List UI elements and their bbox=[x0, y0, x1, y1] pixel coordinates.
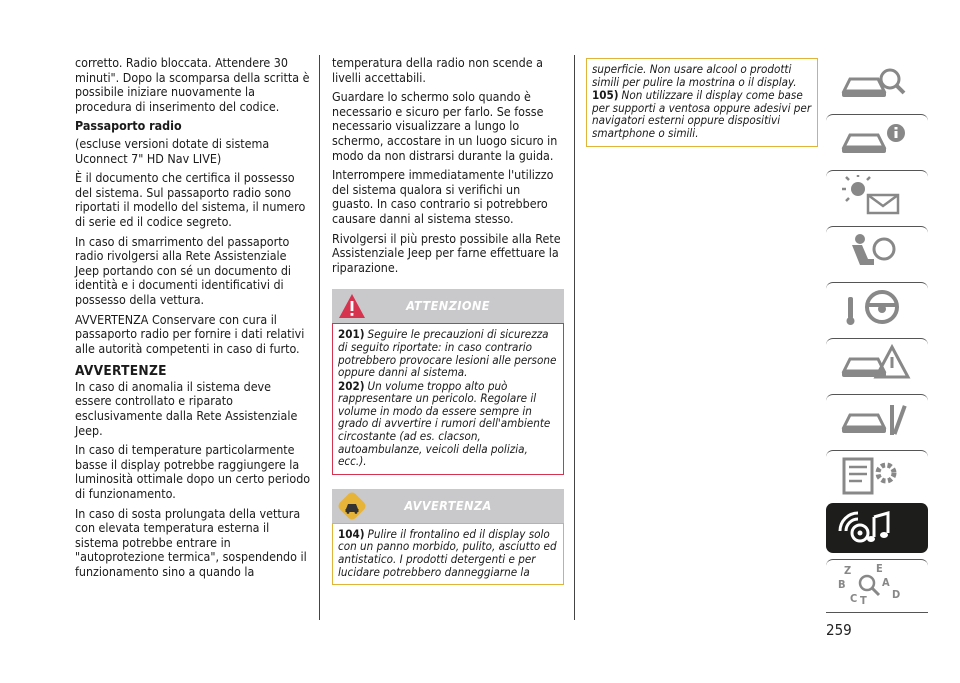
section-heading-passaporto: Passaporto radio bbox=[75, 118, 182, 134]
section-heading-avvertenze: AVVERTENZE bbox=[75, 363, 167, 380]
column-left bbox=[75, 56, 311, 585]
paragraph: Guardare lo schermo solo quando è necessario e sicuro per farlo. Se fosse necessario visualizzare a lungo lo schermo, accostare in un luogo sicuro in modo da non distrarsi durante la guida. bbox=[332, 89, 558, 163]
paragraph: temperatura della radio non scende a livelli accettabili. bbox=[332, 55, 543, 85]
car-tools-icon bbox=[838, 399, 916, 441]
note-number: 105) bbox=[592, 88, 619, 103]
note-item bbox=[592, 89, 812, 139]
column-divider bbox=[574, 55, 575, 620]
note-number: 201) bbox=[338, 327, 365, 342]
steering-wheel-icon bbox=[838, 287, 916, 329]
index-letter: E bbox=[876, 562, 883, 575]
index-letter: C bbox=[850, 592, 858, 605]
index-letter: T bbox=[860, 594, 867, 607]
index-letter: A bbox=[882, 576, 890, 589]
car-warning-icon bbox=[838, 343, 916, 385]
paragraph: (escluse versioni dotate di sistema Uconnect 7" HD Nav LIVE) bbox=[75, 135, 270, 166]
sidebar-item-document-gear[interactable] bbox=[826, 450, 928, 501]
sidebar-item-multimedia[interactable] bbox=[826, 503, 928, 553]
avvertenza-box-continued bbox=[586, 58, 818, 147]
index-letter: Z bbox=[844, 564, 852, 577]
paragraph: In caso di sosta prolungata della vettura con elevata temperatura esterna il sistema potrebbe entrare in "autoprotezione termica", sospendendo il funzionamento sino a quando la bbox=[75, 505, 307, 579]
sidebar-item-airbag-seat[interactable] bbox=[826, 226, 928, 277]
sidebar-item-steering-wheel[interactable] bbox=[826, 282, 928, 333]
attenzione-box bbox=[332, 323, 564, 475]
car-search-icon bbox=[838, 63, 916, 105]
sidebar-item-car-tools[interactable] bbox=[826, 394, 928, 445]
note-text: Non utilizzare il display come base per supporti a ventosa oppure adesivi per navigatori esterni oppure dispositivi smartphone o simili. bbox=[592, 88, 812, 140]
paragraph: In caso di temperature particolarmente basse il display potrebbe raggiungere la luminosità ottimale dopo un certo periodo di funzionamento. bbox=[75, 442, 311, 502]
sidebar-bottom-rule bbox=[826, 612, 928, 613]
paragraph: AVVERTENZA Conservare con cura il passaporto radio per fornire i dati relativi alle autorità competenti in caso di furto. bbox=[75, 311, 305, 356]
sidebar-item-car-warning[interactable] bbox=[826, 338, 928, 389]
sidebar-item-lights-mail[interactable] bbox=[826, 170, 928, 221]
attenzione-header bbox=[332, 289, 564, 323]
index-letters-icon bbox=[836, 562, 916, 608]
attenzione-title: ATTENZIONE bbox=[406, 298, 490, 314]
paragraph: È il documento che certifica il possesso del sistema. Sul passaporto radio sono riportati il modello del sistema, il numero di serie ed il codice segreto. bbox=[75, 170, 306, 229]
sidebar-item-car-info[interactable] bbox=[826, 114, 928, 165]
note-continued: superficie. Non usare alcool o prodotti simili per pulire la mostrina o il display. bbox=[592, 62, 797, 89]
paragraph: Interrompere immediatamente l'utilizzo del sistema qualora si verifichi un guasto. In caso contrario si potrebbero causare danni al sistema stesso. bbox=[332, 167, 554, 226]
document-gear-icon bbox=[838, 455, 916, 497]
note-item bbox=[338, 380, 558, 468]
multimedia-icon bbox=[838, 507, 916, 549]
note-text: Pulire il frontalino ed il display solo con un panno morbido, pulito, asciutto ed antistatico. I prodotti detergenti e per lucidare potrebbero danneggiarne la bbox=[338, 526, 557, 579]
note-text: Un volume troppo alto può rappresentare un pericolo. Regolare il volume in modo da essere sempre in grado di avvertire i rumori dell'ambiente circostante (ad es. clacson, autoambulanze, veicoli della polizia, ecc.). bbox=[338, 378, 551, 469]
note-item bbox=[338, 328, 558, 378]
sidebar-item-index[interactable] bbox=[826, 559, 928, 610]
magnifier-icon bbox=[854, 570, 884, 600]
note-text: Seguire le precauzioni di sicurezza di seguito riportate: in caso contrario potrebbero provocare lesioni alle persone oppure danni al sistema. bbox=[338, 327, 557, 380]
column-right bbox=[586, 58, 818, 147]
paragraph: Rivolgersi il più presto possibile alla Rete Assistenziale Jeep per farne effettuare la riparazione. bbox=[332, 230, 561, 275]
paragraph: corretto. Radio bloccata. Attendere 30 minuti". Dopo la scomparsa della scritta è possibile iniziare nuovamente la procedura di inserimento del codice. bbox=[75, 55, 310, 114]
avvertenza-box bbox=[332, 523, 564, 585]
paragraph: In caso di smarrimento del passaporto radio rivolgersi alla Rete Assistenziale Jeep portando con sé un documento di identità e i documenti identificativi di possesso della vettura. bbox=[75, 233, 292, 307]
column-middle bbox=[332, 56, 564, 585]
index-letter: B bbox=[838, 578, 846, 591]
sidebar-item-car-search[interactable] bbox=[826, 59, 928, 109]
car-info-icon bbox=[838, 119, 916, 161]
page-number: 259 bbox=[826, 621, 852, 639]
lights-mail-icon bbox=[838, 175, 916, 217]
paragraph: In caso di anomalia il sistema deve essere controllato e riparato esclusivamente dalla Rete Assistenziale Jeep. bbox=[75, 378, 298, 438]
note-number: 202) bbox=[338, 378, 365, 393]
note-item bbox=[338, 528, 558, 578]
note-number: 104) bbox=[338, 526, 365, 541]
airbag-seat-icon bbox=[838, 231, 916, 273]
avvertenza-title: AVVERTENZA bbox=[404, 497, 492, 513]
column-divider bbox=[319, 55, 320, 620]
avvertenza-header bbox=[332, 489, 564, 523]
index-letter: D bbox=[892, 588, 901, 601]
